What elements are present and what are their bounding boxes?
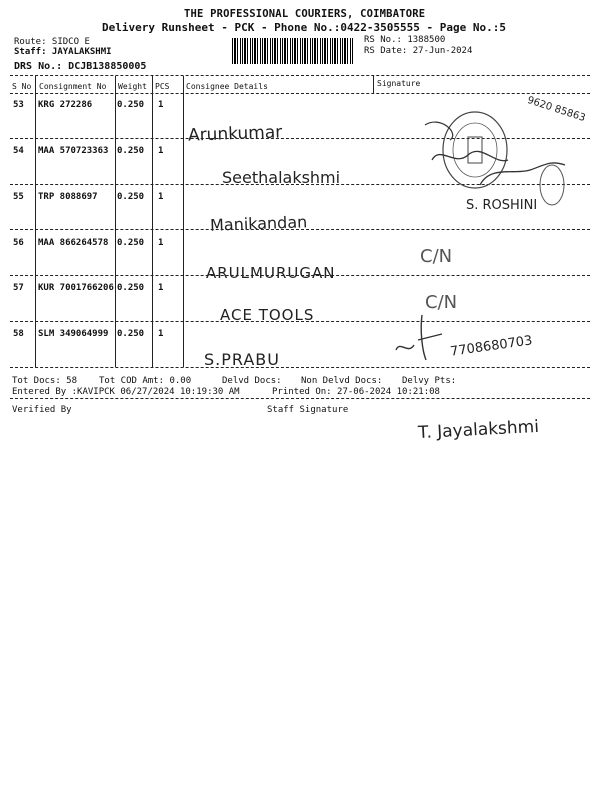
consignee-handwritten: Manikandan (209, 212, 308, 235)
footer-rule (10, 398, 590, 399)
row-sno: 57 (13, 283, 24, 293)
col-divider (115, 76, 116, 93)
consignee-handwritten: ARULMURUGAN (206, 264, 336, 282)
col-divider (183, 93, 184, 367)
row-consignment: TRP 8088697 (38, 192, 98, 202)
row-sno: 56 (13, 238, 24, 248)
row-pcs: 1 (158, 146, 164, 156)
signature-phone-top: 9620 85863 (525, 94, 587, 125)
col-header-sno: S No (12, 82, 32, 91)
consignee-handwritten: Seethalakshmi (222, 168, 341, 187)
rs-number: RS No.: 1388500 (364, 35, 446, 45)
stamp-partial-circle (540, 165, 564, 205)
row-weight: 0.250 (117, 238, 145, 248)
row-pcs: 1 (158, 329, 164, 339)
col-divider (35, 93, 36, 367)
staff-handwritten-signature: T. Jayalakshmi (417, 416, 540, 444)
row-weight: 0.250 (117, 329, 145, 339)
row-weight: 0.250 (117, 100, 145, 110)
entered-by: Entered By :KAVIPCK 06/27/2024 10:19:30 AM (12, 387, 240, 397)
row-sno: 53 (13, 100, 24, 110)
row-consignment: SLM 349064999 (38, 329, 109, 339)
staff-signature-label: Staff Signature (267, 405, 349, 415)
runsheet-title: Delivery Runsheet - PCK - Phone No.:0422-3505555 - Page No.:5 (102, 21, 506, 34)
stamp-center-box (468, 137, 482, 163)
row-consignment: MAA 866264578 (38, 238, 109, 248)
rs-date: RS Date: 27-Jun-2024 (364, 46, 473, 56)
total-docs: Tot Docs: 58 (12, 376, 78, 386)
col-divider (373, 76, 374, 93)
row-weight: 0.250 (117, 283, 145, 293)
delivered-docs: Delvd Docs: (222, 376, 282, 386)
col-header-signature: Signature (377, 79, 421, 88)
signature-roshini: S. ROSHINI (466, 198, 538, 213)
col-header-consignee: Consignee Details (186, 82, 268, 91)
row-pcs: 1 (158, 100, 164, 110)
col-divider (35, 76, 36, 93)
signature-scribble (425, 122, 453, 140)
row-consignment: KRG 272286 (38, 100, 93, 110)
col-header-consignment: Consignment No (39, 82, 107, 91)
consignee-handwritten: Arunkumar (187, 122, 283, 146)
barcode (232, 38, 354, 64)
row-consignment: MAA 570723363 (38, 146, 109, 156)
row-sno: 58 (13, 329, 24, 339)
col-header-weight: Weight (118, 82, 147, 91)
row-consignment: KUR 7001766206 (38, 283, 114, 293)
signature-strokes (396, 315, 442, 360)
consignee-handwritten: S.PRABU (204, 350, 280, 369)
row-pcs: 1 (158, 238, 164, 248)
staff-label: Staff: JAYALAKSHMI (14, 47, 112, 57)
verified-by: Verified By (12, 405, 72, 415)
signature-co-mark: C/N (425, 292, 458, 313)
table-bottom-rule (10, 367, 590, 368)
row-weight: 0.250 (117, 146, 145, 156)
delivery-points: Delvy Pts: (402, 376, 457, 386)
consignee-handwritten: ACE TOOLS (220, 306, 315, 324)
printed-on: Printed On: 27-06-2024 10:21:08 (272, 387, 440, 397)
col-divider (115, 93, 116, 367)
signature-co-mark: C/N (420, 246, 453, 267)
row-sno: 54 (13, 146, 24, 156)
col-divider (152, 76, 153, 93)
row-pcs: 1 (158, 283, 164, 293)
drs-number: DRS No.: DCJB138850005 (14, 61, 147, 72)
non-delivered-docs: Non Delvd Docs: (301, 376, 383, 386)
row-weight: 0.250 (117, 192, 145, 202)
table-top-rule (10, 75, 590, 76)
table-header-rule (10, 93, 590, 94)
stamp-inner-circle (453, 123, 497, 177)
row-pcs: 1 (158, 192, 164, 202)
col-header-pcs: PCS (155, 82, 170, 91)
col-divider (152, 93, 153, 367)
route-label: Route: SIDCO E (14, 37, 90, 47)
signature-phone-bottom: 7708680703 (449, 333, 534, 360)
total-cod-amount: Tot COD Amt: 0.00 (99, 376, 192, 386)
company-name: THE PROFESSIONAL COURIERS, COIMBATORE (184, 8, 426, 20)
row-sno: 55 (13, 192, 24, 202)
col-divider (183, 76, 184, 93)
company-stamp-and-signatures (420, 105, 570, 245)
